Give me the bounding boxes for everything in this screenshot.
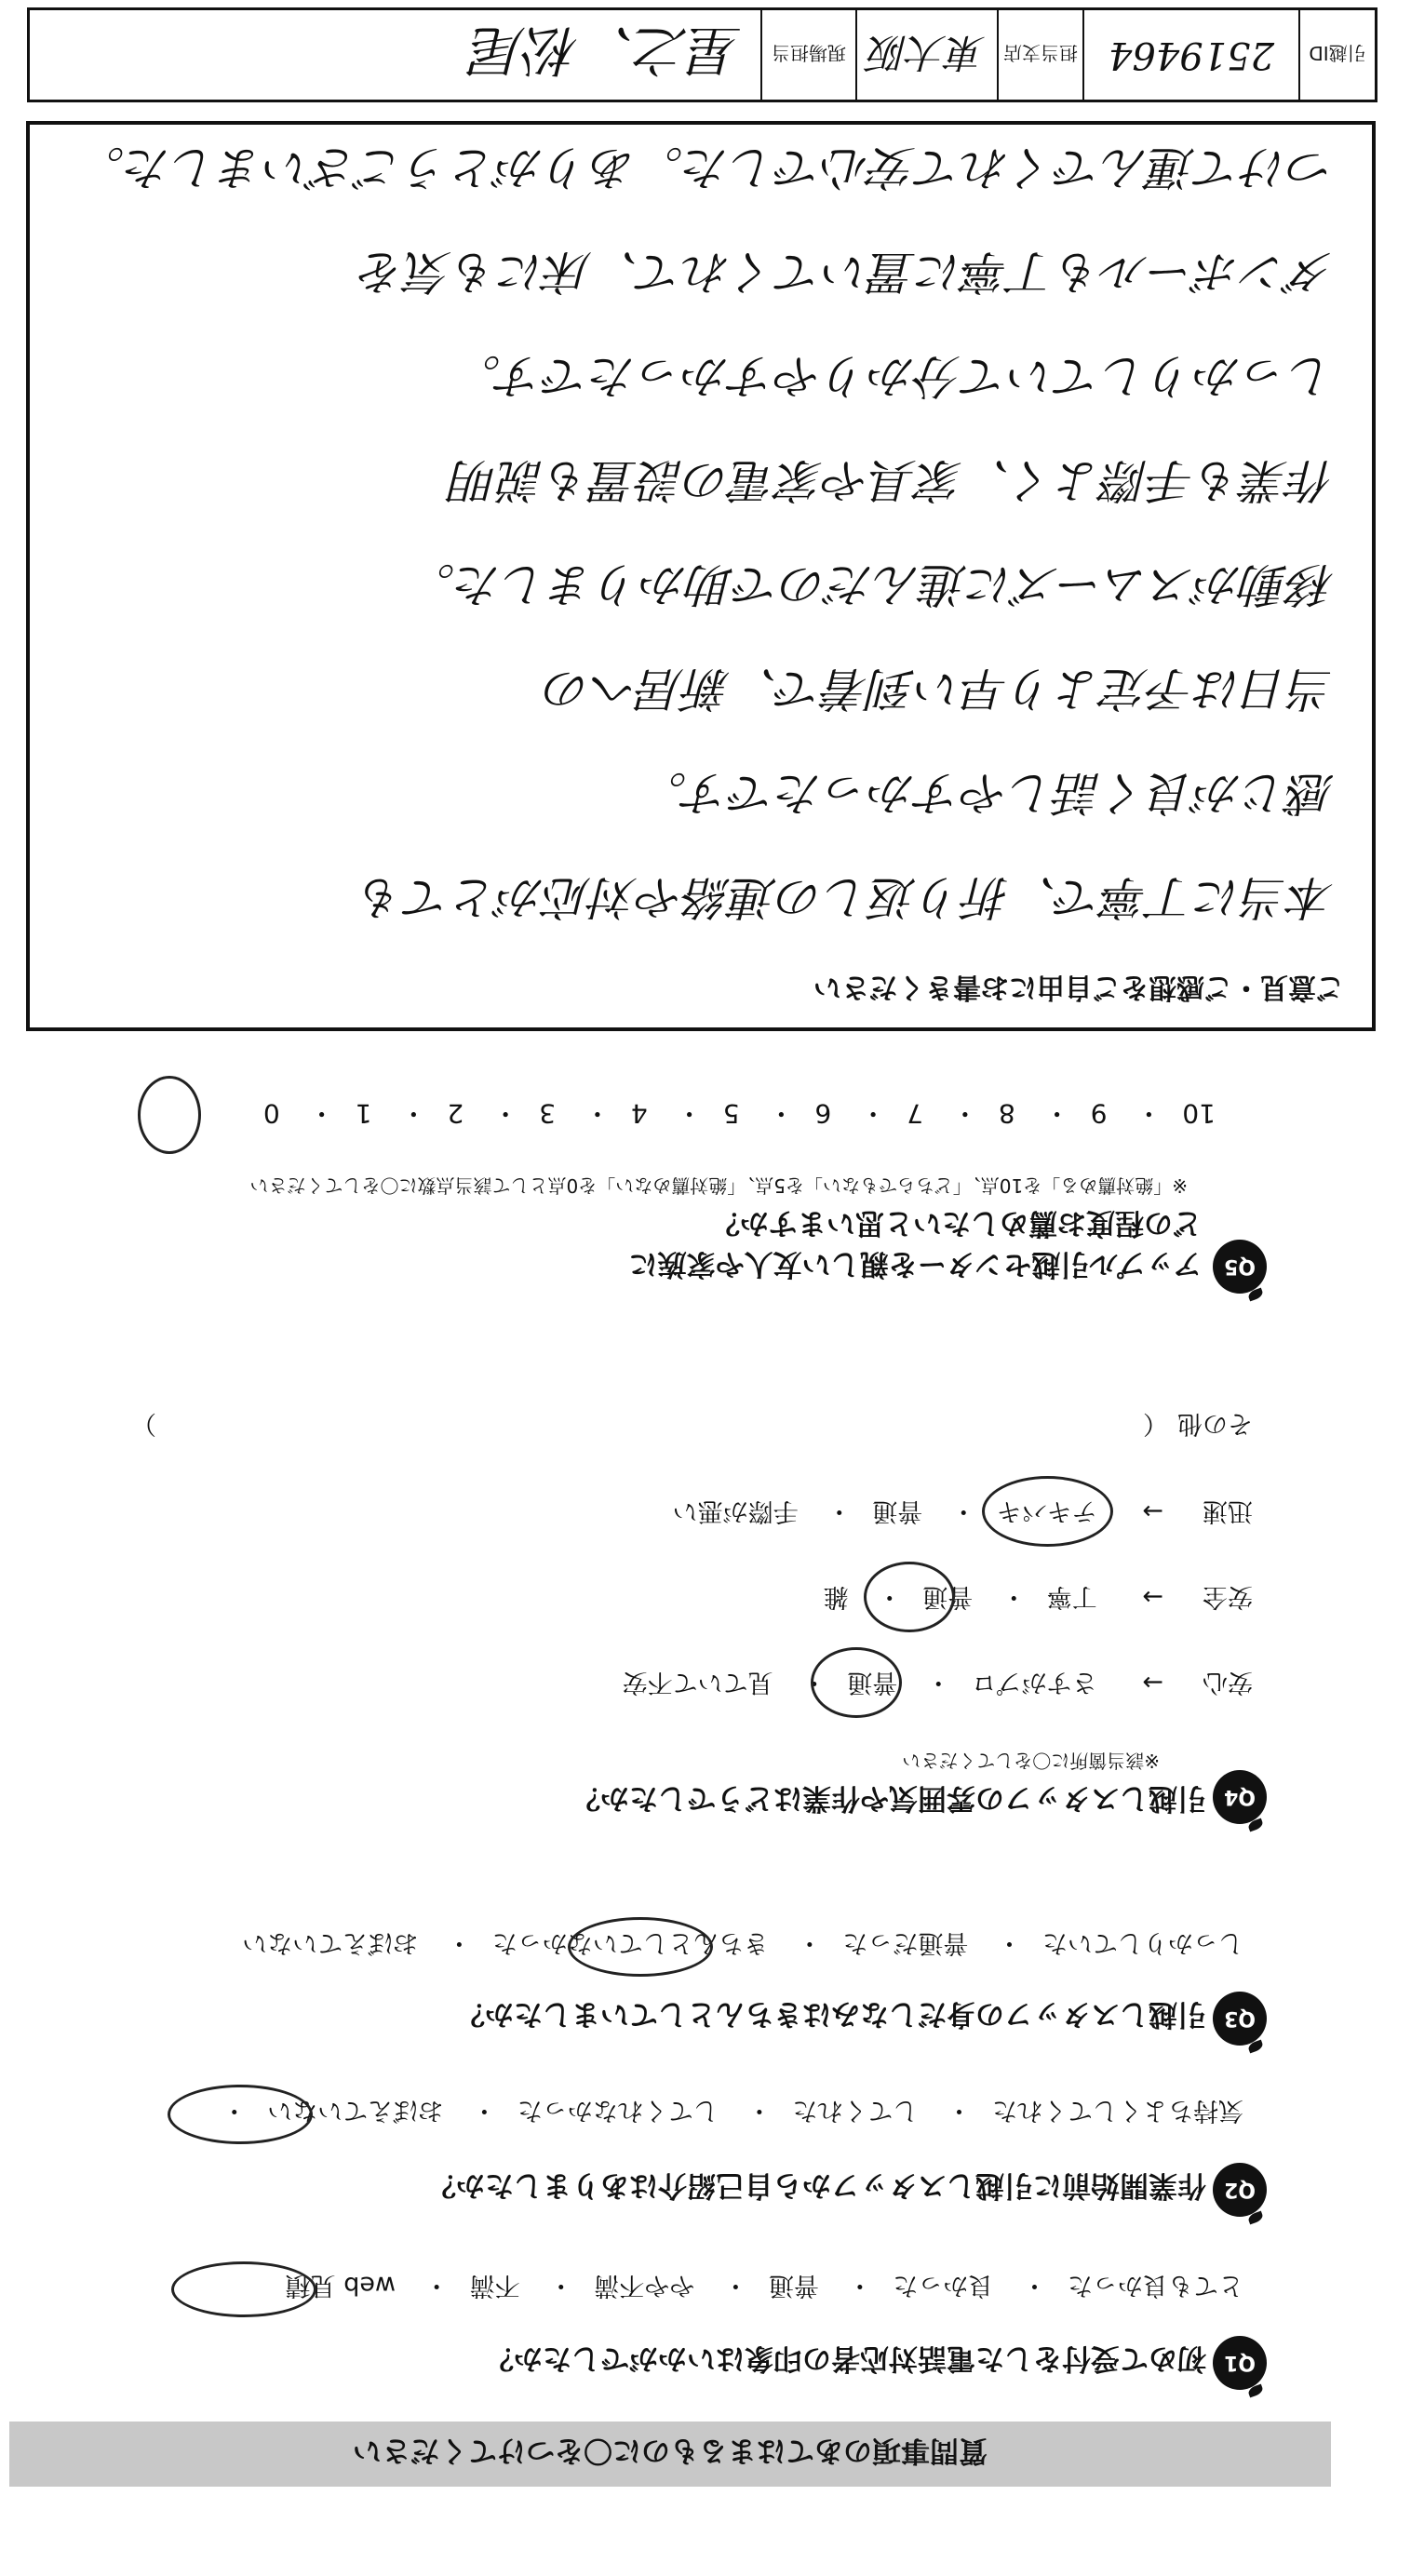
comment-line: 本当に丁寧で、折り返しの連絡や対応がとても — [358, 870, 1335, 924]
q1-option[interactable]: とても良かった — [1068, 2271, 1243, 2300]
arrow-icon: → — [1142, 1668, 1163, 1697]
q3-option[interactable]: しっかりしていた — [1042, 1928, 1243, 1957]
comment-line: しっかりしていて分かりやすかったです。 — [454, 349, 1335, 403]
leaf-icon — [1247, 1288, 1264, 1302]
comment-line: 作業も手際よく、家具や家電の設置も説明 — [451, 453, 1335, 507]
q2-selection-circle — [168, 2085, 313, 2144]
q4-option[interactable]: 普通 — [847, 1668, 898, 1697]
q4-row-anshin: 安心→ さすがプロ・ 普通・ 見ていて不安 — [622, 1668, 1253, 1697]
q5-option[interactable]: 1 — [355, 1098, 372, 1129]
q5-option[interactable]: 10 — [1182, 1098, 1216, 1129]
q4-row-anzen: 安全→ 丁寧・ 普通・ 雑 — [823, 1582, 1253, 1611]
q1-option[interactable]: 良かった — [893, 2271, 994, 2300]
q4-jinsoku-selection-circle — [982, 1476, 1113, 1547]
q4-option[interactable]: 手際が悪い — [672, 1496, 799, 1525]
header-label-cell: 引越ID — [1298, 10, 1375, 100]
q5-selection-circle — [138, 1076, 201, 1154]
q2-options: 気持ちよくしてくれた・ してくれた・ してくれなかった・ おぼえていない・ — [222, 2096, 1243, 2125]
q4-badge: Q4 — [1213, 1770, 1267, 1824]
q4-option[interactable]: さすがプロ — [971, 1668, 1097, 1697]
q1-option[interactable]: web 見積 — [285, 2271, 396, 2300]
q5-option[interactable]: 5 — [722, 1098, 740, 1129]
q3-badge: Q3 — [1213, 1992, 1267, 2046]
q4-option[interactable]: 丁寧 — [1046, 1582, 1097, 1611]
arrow-icon: → — [1142, 1496, 1163, 1525]
q5-option[interactable]: 6 — [814, 1098, 832, 1129]
q1-selection-circle — [171, 2261, 316, 2317]
q5-scale: 10・ 9・ 8・ 7・ 6・ 5・ 4・ 3・ 2・ 1・ 0 — [262, 1098, 1216, 1129]
header-branch-label-cell: 担当支店 — [997, 10, 1082, 100]
q4-anshin-selection-circle — [811, 1647, 902, 1718]
q5-option[interactable]: 8 — [998, 1098, 1015, 1129]
leaf-icon — [1247, 1818, 1264, 1832]
q5-note: ※「絶対薦める」を10点、「どちらでもない」を5点、「絶対薦めない」を0点として該当点数に〇をしてください — [249, 1174, 1188, 1197]
q5-option[interactable]: 4 — [630, 1098, 648, 1129]
q3-selection-circle — [568, 1917, 713, 1977]
q5-option[interactable]: 7 — [907, 1098, 923, 1129]
q2-option[interactable]: してくれた — [792, 2096, 919, 2125]
q5-badge: Q5 — [1213, 1240, 1267, 1294]
comment-text — [69, 115, 1335, 949]
q4-option[interactable]: 普通 — [872, 1496, 923, 1525]
header-staff-label-cell: 現場担当 — [760, 10, 855, 100]
q5-option[interactable]: 9 — [1090, 1098, 1108, 1129]
q5-option[interactable]: 2 — [447, 1098, 464, 1129]
q5-option[interactable]: 0 — [262, 1098, 280, 1129]
q3-option[interactable]: きちんとしていなかった — [491, 1928, 769, 1957]
q5-question-line2: どの程度お薦めしたいと思いますか？ — [711, 1206, 1202, 1240]
other-close-paren: ） — [131, 1409, 156, 1438]
q4-anzen-selection-circle — [864, 1562, 955, 1632]
q2-option[interactable]: 気持ちよくしてくれた — [992, 2096, 1243, 2125]
q1-question: 初めて受付をした電話対応者の印象はいかがでしたか？ — [485, 2341, 1206, 2375]
q2-option[interactable]: してくれなかった — [517, 2096, 719, 2125]
q4-other: その他（） — [131, 1409, 1253, 1438]
header-table — [27, 7, 1377, 102]
header-id-value: 2519464 — [1082, 10, 1298, 100]
instruction-banner: 質問事項のあてはまるものに〇をつけてください — [9, 2422, 1331, 2487]
comment-line: 感じが良く話しやすかったです。 — [640, 766, 1335, 820]
leaf-icon — [1247, 2384, 1264, 2398]
q4-question: 引越しスタッフの雰囲気や作業はどうでしたか？ — [571, 1781, 1206, 1815]
q1-options: とても良かった・ 良かった・ 普通・ やや不満・ 不満・ web 見積 — [285, 2271, 1243, 2300]
q1-option[interactable]: 不満 — [469, 2271, 520, 2300]
comment-line: 移動がスムーズに進んだので助かりました。 — [409, 557, 1335, 611]
q4-note: ※該当箇所に〇をしてください — [902, 1750, 1160, 1772]
q3-option[interactable]: 普通だった — [842, 1928, 969, 1957]
q3-options: しっかりしていた・ 普通だった・ きちんとしていなかった・ おぼえていない — [242, 1928, 1243, 1957]
q1-badge: Q1 — [1213, 2336, 1267, 2390]
leaf-icon — [1247, 2211, 1264, 2225]
q5-question-line1: アップル引越センターを親しい友人や家族に — [628, 1247, 1202, 1281]
q3-question: 引越しスタッフの身だしなみはきちんとしていましたか？ — [456, 1997, 1206, 2031]
q4-row-jinsoku: 迅速→ テキパキ・ 普通・ 手際が悪い — [672, 1496, 1253, 1525]
comment-line: つけて運んでくれて安心でした。ありがとうございました。 — [78, 141, 1335, 195]
leaf-icon — [1247, 2040, 1264, 2054]
header-branch-value: 東大阪 — [855, 10, 997, 100]
comment-box-title: ご意見・ご感想をご自由にお書きください — [813, 971, 1344, 1003]
comment-box — [26, 121, 1376, 1031]
q1-option[interactable]: やや不満 — [594, 2271, 695, 2300]
comment-line: ダンボールも丁寧に置いてくれて、床にも気を — [358, 245, 1335, 299]
q2-badge: Q2 — [1213, 2163, 1267, 2217]
q4-option[interactable]: テキパキ — [996, 1496, 1097, 1525]
other-open-paren: （ — [1143, 1409, 1168, 1438]
q4-option[interactable]: 雑 — [823, 1582, 849, 1611]
q1-option[interactable]: 普通 — [768, 2271, 819, 2300]
comment-line: 当日は予定より早い到着で、新居への — [544, 662, 1335, 716]
header-staff-value: 星之、松尾 — [471, 19, 742, 82]
q4-option[interactable]: 見ていて不安 — [622, 1668, 773, 1697]
q2-question: 作業開始前に引越しスタッフから自己紹介はありましたか？ — [427, 2168, 1206, 2202]
arrow-icon: → — [1142, 1582, 1163, 1611]
q4-option[interactable]: 普通 — [922, 1582, 974, 1611]
q2-option[interactable]: おぼえていない — [267, 2096, 444, 2125]
q5-option[interactable]: 3 — [539, 1098, 556, 1129]
q3-option[interactable]: おぼえていない — [242, 1928, 419, 1957]
